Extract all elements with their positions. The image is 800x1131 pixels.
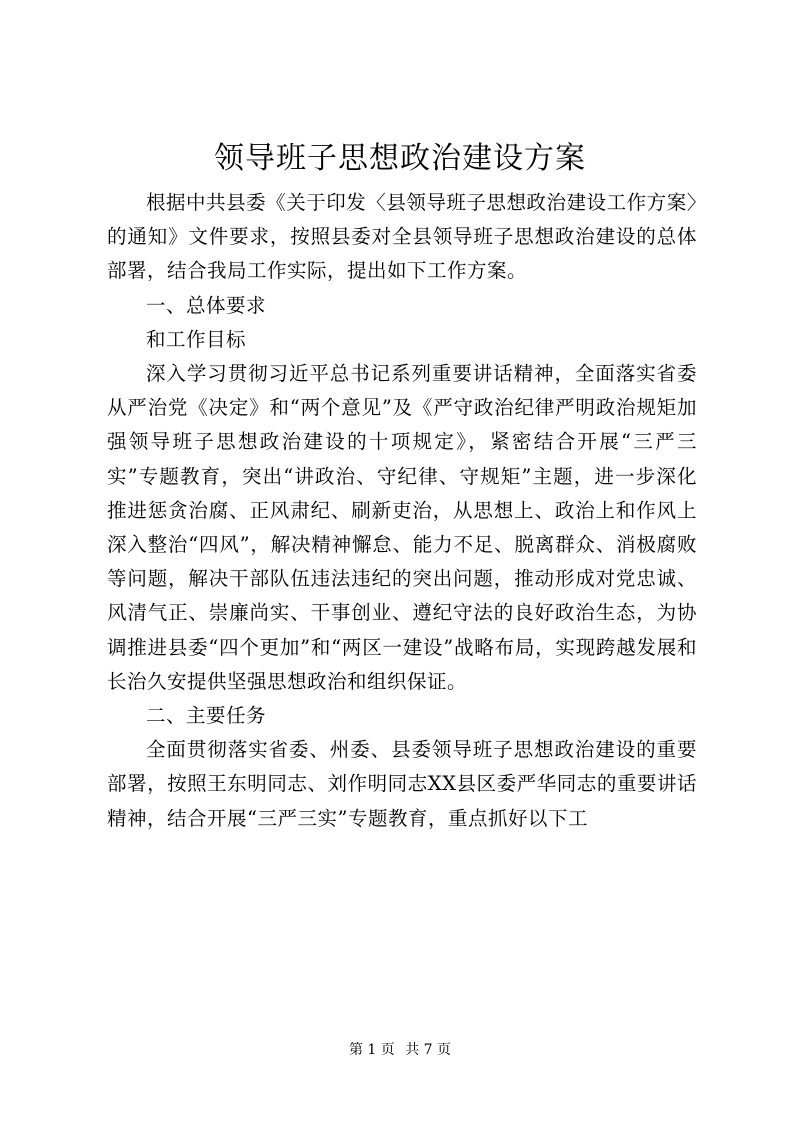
document-body bbox=[107, 186, 697, 836]
paragraph-intro: 根据中共县委《关于印发〈县领导班子思想政治建设工作方案〉的通知》文件要求，按照县委对全县领导班子思想政治建设的总体部署，结合我局工作实际，提出如下工作方案。 bbox=[107, 191, 697, 283]
section-heading-2: 二、主要任务 bbox=[146, 704, 267, 728]
document-title: 领导班子思想政治建设方案 bbox=[214, 141, 586, 176]
section-heading-1: 一、总体要求 bbox=[146, 293, 267, 317]
paragraph-requirements: 深入学习贯彻习近平总书记系列重要讲话精神，全面落实省委从严治党《决定》和“两个意见”及《严守政治纪律严明政治规矩加强领导班子思想政治建设的十项规定》，紧密结合开展“三严三实”专题教育，突出“讲政治、守纪律、守规矩”主题，进一步深化推进惩贪治腐、正风肃纪、刷新吏治，从思想上、政治上和作风上深入整治“四风”，解决精神懈怠、能力不足、脱离群众、消极腐败等问题，解决干部队伍违法违纪的突出问题，推动形成对党忠诚、风清气正、崇廉尚实、干事创业、遵纪守法的良好政治生态，为协调推进县委“四个更加”和“两区一建设”战略布局，实现跨越发展和长治久安提供坚强思想政治和组织保证。 bbox=[107, 362, 697, 693]
paragraph-tasks: 全面贯彻落实省委、州委、县委领导班子思想政治建设的重要部署，按照王东明同志、刘作明同志XX县区委严华同志的重要讲话精神，结合开展“三严三实”专题教育，重点抓好以下工 bbox=[107, 738, 697, 830]
page-footer bbox=[0, 1040, 800, 1060]
page-number: 第 1 页 bbox=[348, 1042, 395, 1058]
total-pages: 共 7 页 bbox=[405, 1042, 452, 1058]
section-heading-1-continued: 和工作目标 bbox=[146, 327, 247, 351]
